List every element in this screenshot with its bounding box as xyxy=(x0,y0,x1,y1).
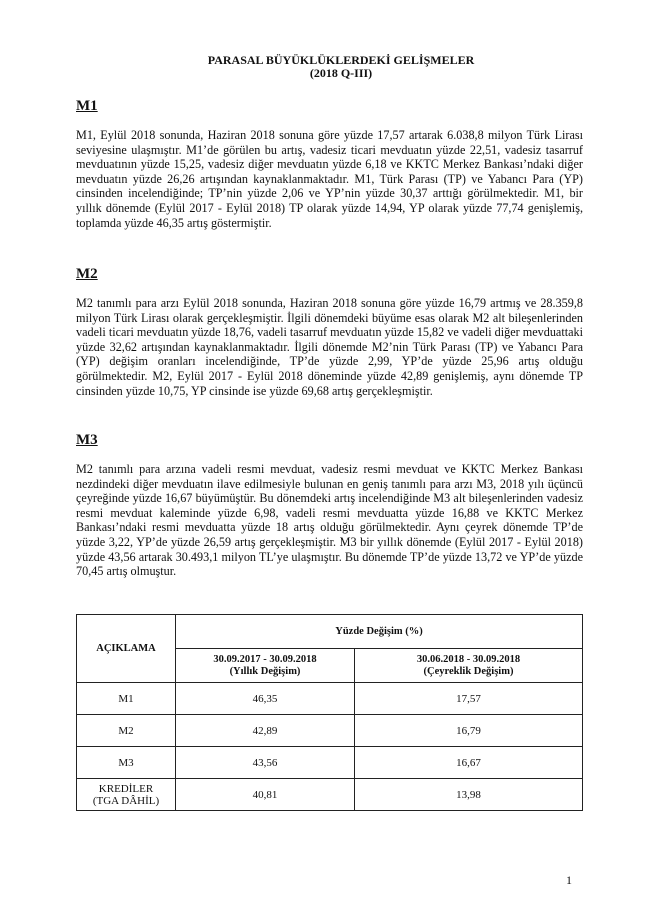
row-label xyxy=(77,779,176,811)
row-label: M3 xyxy=(77,747,176,779)
table-row xyxy=(77,747,583,779)
quarterly-value: 13,98 xyxy=(355,779,583,811)
row-label: M2 xyxy=(77,715,176,747)
table-header-group: Yüzde Değişim (%) xyxy=(176,615,583,649)
table-header-annual-period: 30.09.2017 - 30.09.2018 xyxy=(213,653,317,665)
section-heading-m1: M1 xyxy=(76,98,98,114)
table-row xyxy=(77,779,583,811)
table-header-quarterly-period: 30.06.2018 - 30.09.2018 xyxy=(416,653,521,665)
quarterly-value: 17,57 xyxy=(355,683,583,715)
section-text-m3: M2 tanımlı para arzına vadeli resmi mevduat, vadesiz resmi mevduat ve KKTC Merkez Bankası nezdindeki diğer mevduatın ilave edilmesiyle bulunan en geniş tanımlı para arzı M3, 2018 yılı üçüncü çeyreğinde yüzde 16,67 büyümüştür. Bu dönemdeki artış incelendiğinde M3 alt bileşenlerinden vadesiz resmi mevduat kaleminde yüzde 6,98, vadeli resmi mevduatta yüzde 16,88 ve KKTC Merkez Bankası’ndaki resmi mevduatta yüzde 18 artış olduğu görülmektedir. Aynı çeyrek dönemde TP’de yüzde 3,22, YP’de yüzde 26,59 artış gerçekleşmiştir. M3 bir yıllık dönemde (Eylül 2017 - Eylül 2018) yüzde 43,56 artarak 30.493,1 milyon TL’ye ulaşmıştır. Bu dönemde TP’de yüzde 13,72 ve YP’de yüzde 70,45 artış olmuştur. xyxy=(76,462,583,579)
table-header-annual-label: (Yıllık Değişim) xyxy=(229,665,301,677)
table-row xyxy=(77,715,583,747)
percent-change-table xyxy=(76,614,583,811)
document-subtitle: (2018 Q-III) xyxy=(309,66,373,80)
quarterly-value: 16,79 xyxy=(355,715,583,747)
row-label-line2: (TGA DÂHİL) xyxy=(92,794,160,807)
document-title: PARASAL BÜYÜKLÜKLERDEKİ GELİŞMELER xyxy=(207,53,475,67)
table-header-quarterly xyxy=(355,649,583,683)
table-row xyxy=(77,683,583,715)
table-header-annual xyxy=(176,649,355,683)
section-text-m1: M1, Eylül 2018 sonunda, Haziran 2018 sonuna göre yüzde 17,57 artarak 6.038,8 milyon Türk Lirası seviyesine ulaşmıştır. M1’de görülen bu artış, vadesiz ticari mevduatın yüzde 22,51, vadesiz tasarruf mevduatının yüzde 15,25, vadesiz diğer mevduatın yüzde 6,18 ve KKTC Merkez Bankası’ndaki diğer mevduatın yüzde 26,26 artışından kaynaklanmaktadır. M1, Türk Parası (TP) ve Yabancı Para (YP) cinsinden incelendiğinde; TP’nin yüzde 2,06 ve YP’nin yüzde 30,37 arttığı görülmektedir. M1, bir yıllık dönemde (Eylül 2017 - Eylül 2018) TP olarak yüzde 14,94, YP olarak yüzde 77,74 genişlemiş, toplamda yüzde 46,35 artış göstermiştir. xyxy=(76,128,583,230)
table-header-aciklama: AÇIKLAMA xyxy=(77,615,176,683)
annual-value: 40,81 xyxy=(176,779,355,811)
row-label-line1: KREDİLER xyxy=(98,782,154,795)
quarterly-value: 16,67 xyxy=(355,747,583,779)
section-heading-m2: M2 xyxy=(76,266,98,282)
annual-value: 46,35 xyxy=(176,683,355,715)
annual-value: 42,89 xyxy=(176,715,355,747)
section-text-m2: M2 tanımlı para arzı Eylül 2018 sonunda, Haziran 2018 sonuna göre yüzde 16,79 artmış ve 28.359,8 milyon Türk Lirası olarak gerçekleşmiştir. İlgili dönemdeki büyüme esas olarak M2 alt bileşenlerinden vadeli ticari mevduatın yüzde 18,76, vadeli tasarruf mevduatın yüzde 15,82 ve vadeli diğer mevduattaki yüzde 32,62 artışından kaynaklanmaktadır. İlgili dönemde M2’nin Türk Parası (TP) ve Yabancı Para (YP) değişim oranları incelendiğinde, TP’de yüzde 2,99, YP’de yüzde 25,96 artış olduğu görülmektedir. M2, Eylül 2017 - Eylül 2018 döneminde yüzde 42,89 genişlemiş, aynı dönemde TP cinsinden yüzde 10,75, YP cinsinde ise yüzde 69,68 artış gerçekleşmiştir. xyxy=(76,296,583,398)
table-header-quarterly-label: (Çeyreklik Değişim) xyxy=(423,665,514,677)
row-label: M1 xyxy=(77,683,176,715)
page-number: 1 xyxy=(566,873,572,887)
section-heading-m3: M3 xyxy=(76,432,98,448)
annual-value: 43,56 xyxy=(176,747,355,779)
